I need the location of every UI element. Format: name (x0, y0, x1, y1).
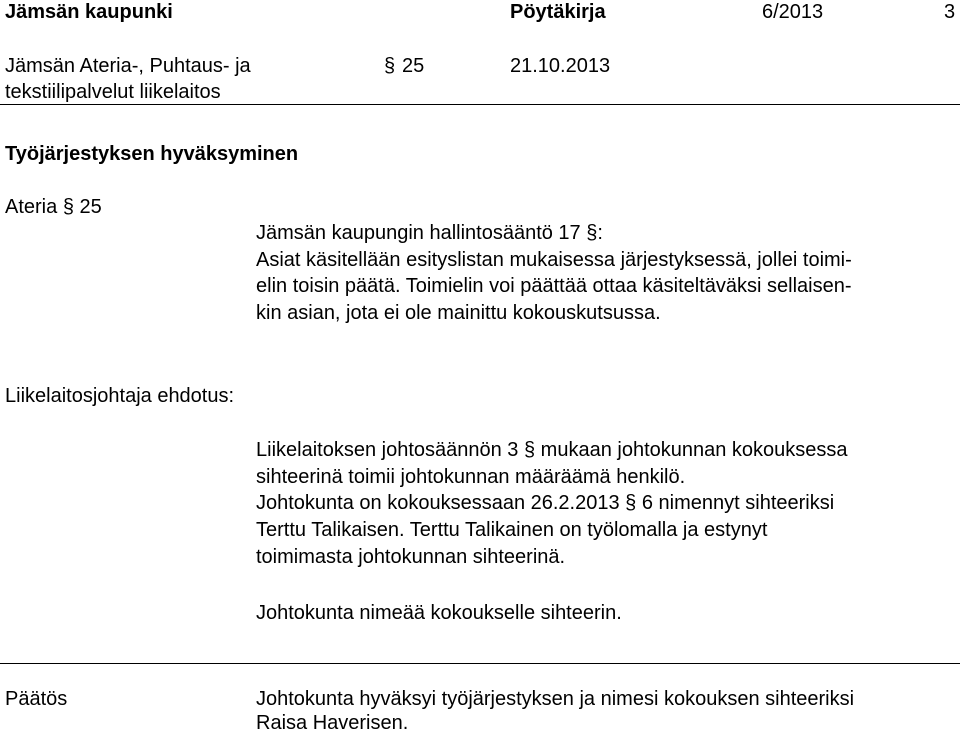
proposal-line3-symbol: § (625, 492, 637, 515)
decision-line1: Johtokunta hyväksyi työjärjestyksen ja nimesi kokouksen sihteeriksi (256, 688, 855, 710)
intro-line2: Asiat käsitellään esityslistan mukaisessa järjestyksessä, jollei toimi- (256, 248, 852, 271)
page-title: Työjärjestyksen hyväksyminen (5, 143, 299, 165)
proposal-line3 (256, 490, 956, 517)
proposal-line1 (256, 437, 956, 464)
intro-paragraph (256, 220, 956, 327)
intro-line3: elin toisin päätä. Toimielin voi päättää ottaa käsiteltäväksi sellaisen- (256, 275, 852, 298)
proposal-line3-text: Johtokunta on kokouksessaan 26.2.2013 (256, 492, 620, 515)
reference-number: 25 (79, 196, 102, 218)
decision-line2: Raisa Haverisen. (256, 712, 409, 734)
section-number: 25 (402, 55, 425, 77)
intro-line1-text: Jämsän kaupungin hallintosääntö 17 (256, 222, 581, 244)
proposal-section-symbol: § (523, 439, 536, 461)
reference-label: Ateria (5, 196, 58, 218)
intro-line1-colon: : (597, 222, 603, 244)
section-symbol: § (384, 55, 396, 77)
proposal-line1-text: Liikelaitoksen johtosäännön 3 (256, 439, 519, 461)
unit-name-line2: tekstiilipalvelut liikelaitos (5, 81, 221, 103)
proposal-line4: Terttu Talikaisen. Terttu Talikainen on työlomalla ja estynyt (256, 519, 768, 542)
proposal-line5: toimimasta johtokunnan sihteerinä. (256, 545, 566, 568)
reference (5, 195, 102, 219)
proposal-line6: Johtokunta nimeää kokoukselle sihteerin. (256, 602, 622, 624)
proposal-line3-rest: 6 nimennyt sihteeriksi (641, 492, 835, 515)
proposal-line2: sihteerinä toimii johtokunnan määräämä henkilö. (256, 465, 686, 488)
proposal-line1-rest: mukaan johtokunnan kokouksessa (540, 439, 848, 461)
proposal-paragraph (256, 437, 956, 571)
intro-line4: kin asian, jota ei ole mainittu kokouskutsussa. (256, 302, 661, 325)
reference-symbol: § (62, 196, 74, 218)
unit-name-line1: Jämsän Ateria-, Puhtaus- ja (5, 55, 251, 77)
decision-label: Päätös (5, 688, 68, 710)
meeting-date: 21.10.2013 (510, 55, 611, 77)
intro-section-symbol: § (586, 222, 598, 244)
document-issue: 6/2013 (762, 1, 824, 23)
intro-line1 (256, 220, 956, 247)
page-number: 3 (944, 1, 956, 23)
document-type: Pöytäkirja (510, 1, 606, 23)
header-rule (0, 104, 960, 105)
organization-name: Jämsän kaupunki (5, 1, 173, 23)
proposal-label: Liikelaitosjohtaja ehdotus: (5, 385, 235, 407)
decision-rule (0, 663, 960, 664)
